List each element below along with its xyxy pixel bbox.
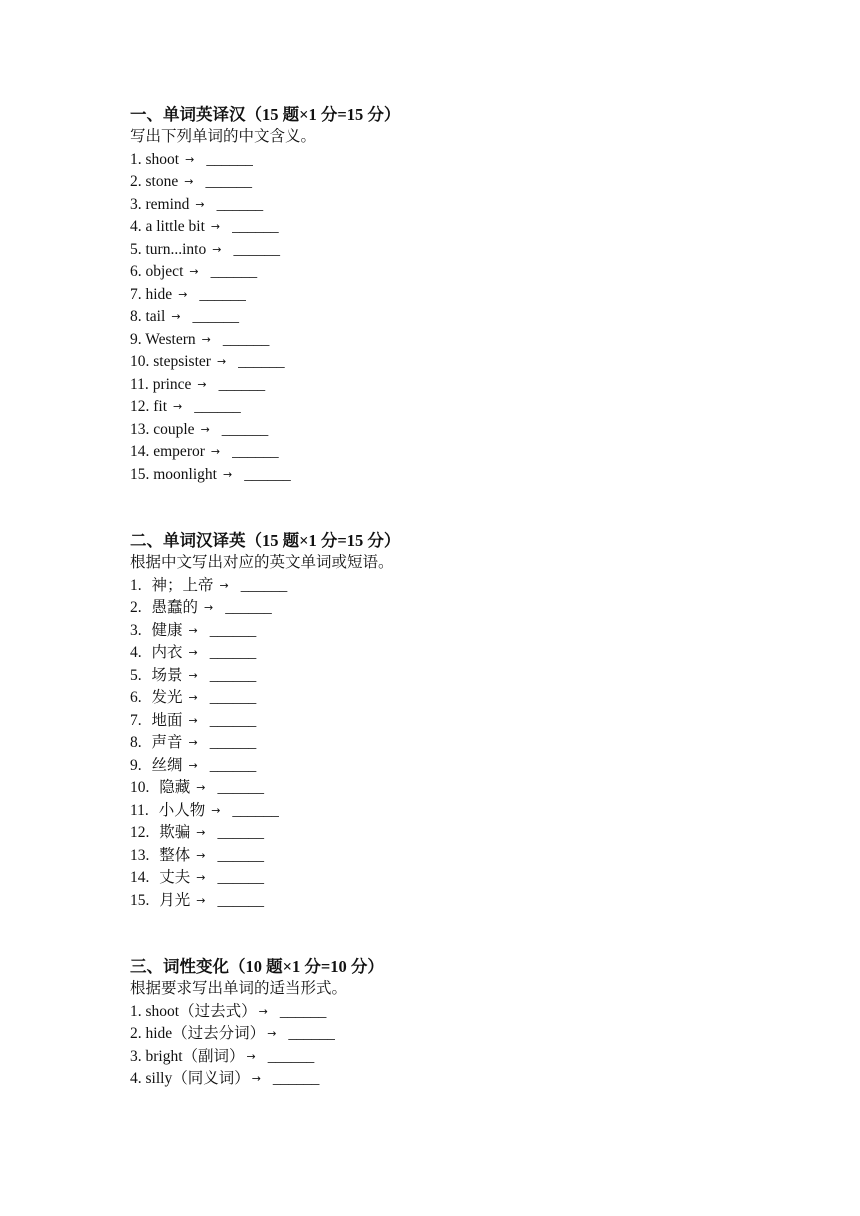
question-term: shoot (145, 150, 180, 168)
question-number: 9. (130, 756, 142, 774)
question-item (130, 777, 810, 800)
question-item (130, 710, 810, 733)
question-item (130, 329, 810, 352)
arrow-icon: → (195, 197, 205, 211)
answer-blank[interactable]: ______ (216, 195, 264, 213)
section-english-to-chinese (130, 104, 810, 486)
question-number: 4. (130, 218, 142, 235)
answer-blank[interactable]: ______ (209, 666, 257, 684)
question-term: 发光 (151, 689, 183, 706)
question-term: silly（同义词） (145, 1070, 250, 1087)
answer-blank[interactable]: ______ (279, 1002, 327, 1020)
question-number: 7. (130, 285, 142, 303)
question-item (130, 1068, 810, 1091)
question-number: 15. (130, 465, 150, 483)
arrow-icon: → (258, 1004, 268, 1018)
question-item (130, 665, 810, 688)
arrow-icon: → (201, 332, 211, 346)
arrow-icon: → (171, 310, 181, 323)
answer-blank[interactable]: ______ (218, 375, 266, 393)
item-list (130, 1001, 810, 1091)
question-number: 10. (130, 779, 150, 796)
question-item (130, 597, 810, 620)
question-number: 15. (130, 891, 150, 909)
question-item (130, 351, 810, 374)
answer-blank[interactable]: ______ (244, 465, 291, 483)
arrow-icon: → (216, 355, 227, 368)
answer-blank[interactable]: ______ (209, 734, 257, 751)
arrow-icon: → (178, 287, 188, 301)
question-term: stepsister (153, 353, 211, 370)
answer-blank[interactable]: ______ (272, 1070, 320, 1087)
arrow-icon: → (222, 467, 233, 481)
question-item (130, 1001, 810, 1024)
question-number: 8. (130, 308, 142, 325)
question-term: fit (153, 398, 168, 415)
question-term: turn...into (145, 240, 207, 258)
arrow-icon: → (196, 826, 206, 839)
question-item (130, 867, 810, 890)
question-term: 丈夫 (159, 869, 191, 886)
question-number: 6. (130, 689, 142, 706)
arrow-icon: → (188, 713, 198, 727)
answer-blank[interactable]: ______ (221, 420, 269, 438)
question-item (130, 419, 810, 442)
arrow-icon: → (200, 422, 210, 436)
question-item (130, 216, 810, 239)
question-term: remind (145, 195, 190, 213)
question-item (130, 284, 810, 307)
question-item (130, 890, 810, 913)
answer-blank[interactable]: ______ (194, 398, 241, 415)
arrow-icon: → (188, 691, 198, 704)
question-number: 1. (130, 150, 142, 168)
question-term: hide (145, 285, 173, 303)
question-number: 5. (130, 240, 142, 258)
arrow-icon: → (210, 220, 221, 233)
question-number: 10. (130, 353, 150, 370)
question-term: 地面 (151, 711, 183, 729)
question-term: 整体 (159, 846, 191, 864)
answer-blank[interactable]: ______ (233, 240, 280, 258)
arrow-icon: → (197, 377, 207, 391)
answer-blank[interactable]: ______ (222, 330, 270, 348)
section-instruction: 根据中文写出对应的英文单词或短语。 (130, 554, 394, 571)
question-term: 声音 (151, 734, 183, 751)
question-number: 3. (130, 1047, 142, 1065)
question-term: tail (145, 308, 166, 325)
question-number: 3. (130, 195, 142, 213)
question-number: 2. (130, 1025, 142, 1042)
question-item (130, 575, 810, 598)
question-item (130, 732, 810, 755)
answer-blank[interactable]: ______ (217, 824, 264, 841)
question-term: couple (153, 420, 195, 438)
question-number: 13. (130, 846, 150, 864)
question-number: 3. (130, 621, 142, 639)
arrow-icon: → (267, 1027, 277, 1040)
arrow-icon: → (251, 1072, 261, 1085)
answer-blank[interactable]: ______ (232, 218, 279, 235)
section-chinese-to-english (130, 530, 810, 912)
question-term: 内衣 (151, 644, 183, 661)
arrow-icon: → (188, 668, 198, 682)
question-number: 11. (130, 375, 149, 393)
answer-blank[interactable]: ______ (209, 621, 257, 639)
question-number: 2. (130, 173, 142, 190)
question-item (130, 261, 810, 284)
question-term: emperor (153, 443, 205, 460)
question-term: stone (145, 173, 179, 190)
question-item (130, 620, 810, 643)
section-instruction: 根据要求写出单词的适当形式。 (130, 980, 348, 997)
arrow-icon: → (212, 242, 222, 256)
question-term: 小人物 (158, 801, 206, 819)
question-term: bright（副词） (145, 1047, 245, 1065)
answer-blank[interactable]: ______ (240, 576, 288, 594)
question-term: 愚蠢的 (151, 599, 199, 616)
arrow-icon: → (196, 848, 206, 862)
question-term: 月光 (159, 891, 191, 909)
question-term: a little bit (145, 218, 205, 235)
question-term: prince (152, 375, 192, 393)
answer-blank[interactable]: ______ (209, 711, 257, 729)
answer-blank[interactable]: ______ (199, 285, 246, 303)
answer-blank[interactable]: ______ (209, 756, 257, 774)
answer-blank[interactable]: ______ (217, 779, 264, 796)
question-number: 14. (130, 443, 150, 460)
question-item (130, 800, 810, 823)
question-term: 丝绸 (151, 756, 183, 774)
question-number: 9. (130, 330, 142, 348)
arrow-icon: → (184, 175, 194, 188)
question-number: 6. (130, 263, 142, 280)
section-word-forms (130, 956, 810, 1091)
answer-blank[interactable]: ______ (232, 443, 279, 460)
arrow-icon: → (210, 445, 221, 458)
question-item (130, 1023, 810, 1046)
item-list (130, 149, 810, 487)
answer-blank[interactable]: ______ (217, 846, 264, 864)
answer-blank[interactable]: ______ (217, 891, 264, 909)
question-term: 神；上帝 (151, 576, 214, 594)
question-item (130, 845, 810, 868)
arrow-icon: → (188, 736, 198, 749)
answer-blank[interactable]: ______ (217, 869, 264, 886)
answer-blank[interactable]: ______ (232, 801, 279, 819)
arrow-icon: → (189, 265, 199, 278)
question-item (130, 171, 810, 194)
question-number: 1. (130, 1002, 142, 1020)
arrow-icon: → (173, 400, 183, 413)
section-title: 三、词性变化（10 题×1 分=10 分） (130, 957, 384, 976)
question-number: 1. (130, 576, 142, 594)
arrow-icon: → (188, 758, 198, 772)
question-number: 8. (130, 734, 142, 751)
question-term: 场景 (151, 666, 183, 684)
item-list (130, 575, 810, 913)
question-item (130, 194, 810, 217)
answer-blank[interactable]: ______ (209, 644, 257, 661)
section-instruction: 写出下列单词的中文含义。 (130, 128, 317, 145)
question-item (130, 149, 810, 172)
question-number: 7. (130, 711, 142, 729)
answer-blank[interactable]: ______ (209, 689, 257, 706)
arrow-icon: → (196, 871, 206, 884)
arrow-icon: → (188, 646, 198, 659)
question-number: 13. (130, 420, 150, 438)
arrow-icon: → (204, 601, 214, 614)
worksheet (130, 104, 810, 1091)
arrow-icon: → (185, 152, 195, 166)
question-item (130, 374, 810, 397)
question-number: 11. (130, 801, 149, 819)
question-term: 欺骗 (159, 824, 191, 841)
question-term: hide（过去分词） (145, 1025, 266, 1042)
question-item (130, 687, 810, 710)
question-term: 隐藏 (159, 779, 191, 796)
question-number: 2. (130, 599, 142, 616)
answer-blank[interactable]: ______ (210, 263, 258, 280)
question-item (130, 755, 810, 778)
question-number: 5. (130, 666, 142, 684)
question-item (130, 642, 810, 665)
answer-blank[interactable]: ______ (205, 173, 252, 190)
question-number: 14. (130, 869, 150, 886)
answer-blank[interactable]: ______ (288, 1025, 335, 1042)
question-item (130, 441, 810, 464)
question-term: moonlight (153, 465, 217, 483)
section-title: 二、单词汉译英（15 题×1 分=15 分） (130, 531, 401, 550)
question-number: 4. (130, 1070, 142, 1087)
arrow-icon: → (246, 1049, 256, 1063)
question-number: 12. (130, 398, 150, 415)
arrow-icon: → (219, 578, 229, 592)
question-item (130, 1046, 810, 1069)
question-item (130, 239, 810, 262)
question-number: 12. (130, 824, 150, 841)
question-item (130, 306, 810, 329)
arrow-icon: → (211, 803, 221, 817)
answer-blank[interactable]: ______ (206, 150, 253, 168)
arrow-icon: → (188, 623, 198, 637)
question-item (130, 464, 810, 487)
question-term: 健康 (151, 621, 183, 639)
section-title: 一、单词英译汉（15 题×1 分=15 分） (130, 105, 401, 124)
question-item (130, 396, 810, 419)
answer-blank[interactable]: ______ (225, 599, 272, 616)
question-term: object (145, 263, 184, 280)
question-item (130, 822, 810, 845)
question-term: Western (145, 330, 196, 348)
answer-blank[interactable]: ______ (192, 308, 240, 325)
answer-blank[interactable]: ______ (238, 353, 285, 370)
answer-blank[interactable]: ______ (267, 1047, 315, 1065)
question-number: 4. (130, 644, 142, 661)
arrow-icon: → (196, 781, 206, 794)
arrow-icon: → (196, 893, 206, 907)
question-term: shoot（过去式） (145, 1002, 257, 1020)
